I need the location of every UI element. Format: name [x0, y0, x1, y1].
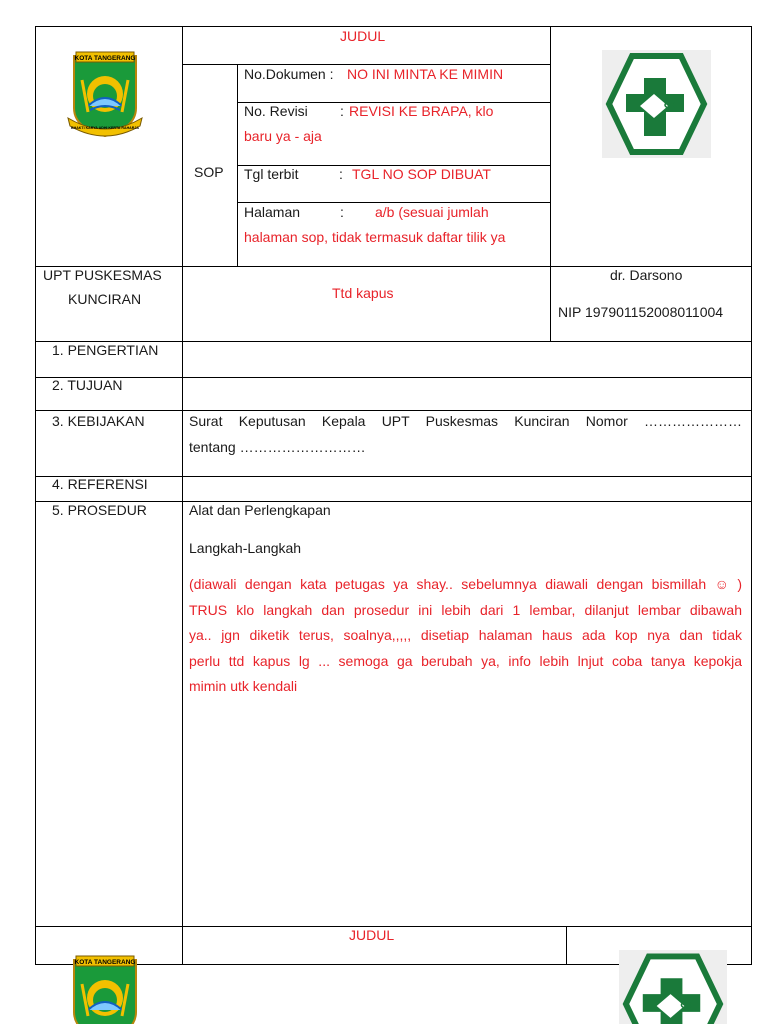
no-dokumen-value: NO INI MINTA KE MIMIN	[347, 66, 504, 82]
tujuan-label: 2. TUJUAN	[52, 377, 123, 393]
ttd-kapus: Ttd kapus	[332, 285, 394, 301]
kebijakan-label: 3. KEBIJAKAN	[52, 413, 145, 429]
svg-text:BHAKTI KARYA ADHI KERTA RAHARJ: BHAKTI KARYA ADHI KERTA RAHARJA	[71, 126, 139, 130]
footer-title: JUDUL	[349, 927, 395, 943]
note-line: mimin utk kendali	[189, 678, 298, 694]
note-line: (diawali dengan kata petugas ya shay.. sebelumnya diawali dengan bismillah ☺ )	[189, 576, 742, 592]
note-line: perlu ttd kapus lg ... semoga ga berubah ya, info lebih lnjut coba tanya kepokja	[189, 652, 742, 669]
prosedur-label: 5. PROSEDUR	[52, 502, 147, 518]
no-revisi-label: No. Revisi	[244, 103, 308, 119]
kebijakan-line-1: Surat Keputusan Kepala UPT Puskesmas Kunciran Nomor …………………	[189, 413, 742, 429]
prosedur-note	[189, 572, 742, 700]
puskesmas-logo-footer	[619, 950, 727, 1024]
no-revisi-colon: :	[340, 103, 344, 119]
tgl-terbit-value: TGL NO SOP DIBUAT	[352, 166, 491, 182]
referensi-label: 4. REFERENSI	[52, 476, 148, 492]
svg-text:KOTA TANGERANG: KOTA TANGERANG	[74, 55, 136, 62]
tgl-terbit-label: Tgl terbit	[244, 166, 299, 182]
doc-title: JUDUL	[340, 28, 386, 44]
langkah-langkah: Langkah-Langkah	[189, 540, 302, 556]
sop-label: SOP	[194, 164, 224, 180]
no-revisi-value-2: baru ya - aja	[244, 128, 322, 144]
footer-divider	[566, 926, 567, 965]
border-top	[35, 26, 752, 27]
border-right	[751, 26, 752, 965]
halaman-value-2: halaman sop, tidak termasuk daftar tilik ya	[244, 229, 506, 245]
puskesmas-logo	[602, 50, 711, 158]
signer-name: dr. Darsono	[610, 267, 683, 283]
col-divider-1	[182, 26, 183, 965]
halaman-label: Halaman	[244, 204, 301, 220]
halaman-value: a/b (sesuai jumlah	[375, 204, 489, 220]
svg-text:KOTA TANGERANG: KOTA TANGERANG	[74, 959, 136, 966]
halaman-colon: :	[340, 204, 344, 220]
tgl-terbit-colon: :	[339, 166, 343, 182]
unit-name-2: KUNCIRAN	[68, 291, 142, 307]
city-crest-logo	[60, 50, 150, 142]
col-divider-2	[550, 26, 551, 341]
no-revisi-value: REVISI KE BRAPA, klo	[349, 103, 494, 119]
pengertian-bottom	[35, 377, 752, 378]
note-line: ya.. jgn diketik terus, soalnya,,,,, disetiap halaman haus ada kop nya dan tidak	[189, 627, 742, 643]
unit-name: UPT PUSKESMAS	[43, 267, 162, 283]
alat-perlengkapan: Alat dan Perlengkapan	[189, 502, 331, 518]
note-line: TRUS klo langkah dan prosedur ini lebih dari 1 lembar, dilanjut lembar dibawah	[189, 601, 742, 618]
city-crest-logo-footer	[60, 954, 150, 1024]
no-dokumen-label: No.Dokumen :	[244, 66, 334, 82]
border-left	[35, 26, 36, 965]
signer-nip: NIP 197901152008011004	[558, 304, 724, 320]
pengertian-label: 1. PENGERTIAN	[52, 342, 159, 358]
kebijakan-line-2: tentang ………………………	[189, 439, 366, 455]
